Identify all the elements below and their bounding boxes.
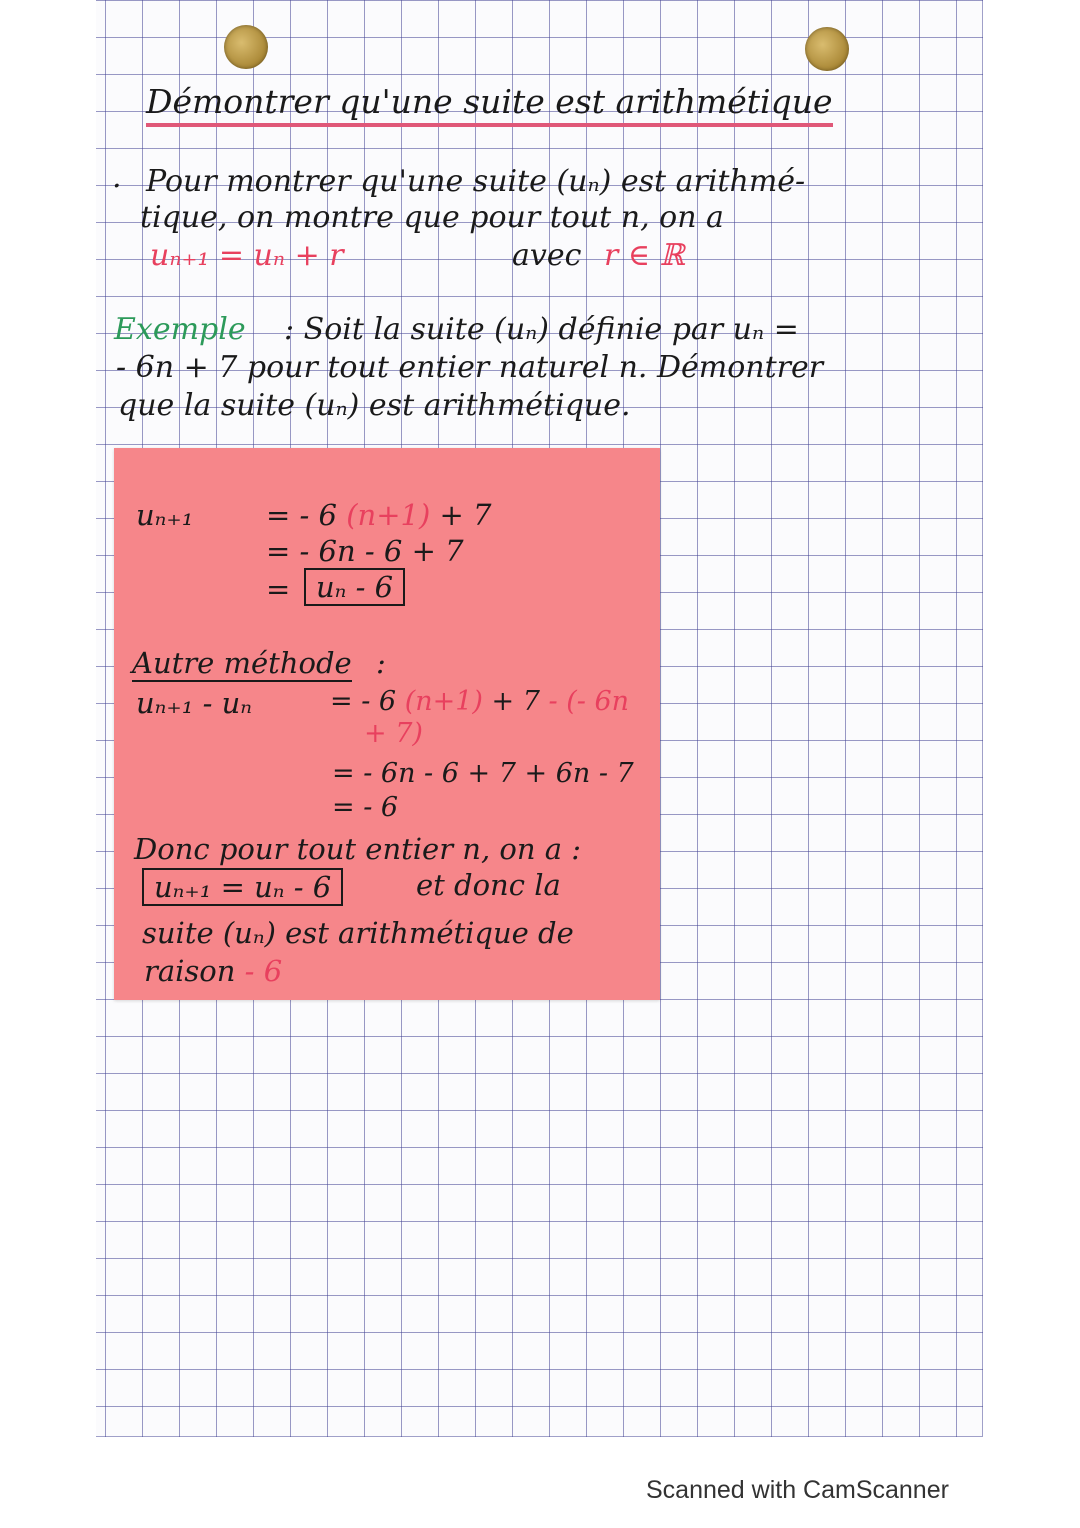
method-line-1-rhs xyxy=(330,686,629,717)
intro-formula: uₙ₊₁ = uₙ + r xyxy=(150,238,344,273)
method-line-1-red-1: (n+1) xyxy=(404,686,483,717)
note-result-box: uₙ - 6 xyxy=(304,568,405,606)
bullet-dot: . xyxy=(112,160,122,195)
method-line-1-lhs: uₙ₊₁ - uₙ xyxy=(136,686,253,720)
solution-sticky-note xyxy=(114,448,660,1000)
page-title: Démontrer qu'une suite est arithmétique xyxy=(146,82,833,127)
method-line-1-red-2: - (- 6n xyxy=(548,686,630,717)
example-label: Exemple xyxy=(114,312,246,347)
note-line-1-lhs: uₙ₊₁ xyxy=(136,498,194,532)
conclusion-line-3: suite (uₙ) est arithmétique de xyxy=(142,916,574,950)
method-line-1-eq: = - 6 xyxy=(330,686,397,717)
conclusion-line-4 xyxy=(144,954,282,988)
intro-formula-set: r ∈ ℝ xyxy=(604,238,685,273)
conclusion-box: uₙ₊₁ = uₙ - 6 xyxy=(142,868,343,906)
note-line-1-eq xyxy=(266,498,491,532)
intro-line-1: Pour montrer qu'une suite (uₙ) est arithmé- xyxy=(146,164,806,199)
scanner-watermark: Scanned with CamScanner xyxy=(646,1476,949,1504)
note-line-1-eq-text: = - 6 xyxy=(266,498,337,532)
intro-line-2: tique, on montre que pour tout n, on a xyxy=(140,200,724,235)
method-line-1-mid: + 7 xyxy=(491,686,540,717)
binder-hole-right xyxy=(805,27,849,71)
conclusion-raison: raison xyxy=(144,954,236,988)
intro-formula-avec: avec xyxy=(512,238,582,273)
example-line-3: que la suite (uₙ) est arithmétique. xyxy=(118,388,631,423)
example-line-1: : Soit la suite (uₙ) définie par uₙ = xyxy=(284,312,799,347)
conclusion-line-2-rest: et donc la xyxy=(416,868,561,902)
note-line-1-end: + 7 xyxy=(439,498,492,532)
method-title: Autre méthode xyxy=(132,646,352,680)
method-line-4: = - 6 xyxy=(332,792,399,823)
conclusion-raison-value: - 6 xyxy=(244,954,283,988)
conclusion-line-1: Donc pour tout entier n, on a : xyxy=(134,832,582,866)
binder-hole-left xyxy=(224,25,268,69)
note-line-3-eq: = xyxy=(266,572,291,606)
example-line-2: - 6n + 7 pour tout entier naturel n. Démontrer xyxy=(116,350,824,385)
method-line-3: = - 6n - 6 + 7 + 6n - 7 xyxy=(332,758,634,789)
note-line-2: = - 6n - 6 + 7 xyxy=(266,534,464,568)
method-colon: : xyxy=(376,646,386,680)
method-line-2: + 7) xyxy=(364,718,423,749)
note-line-1-red: (n+1) xyxy=(346,498,431,532)
